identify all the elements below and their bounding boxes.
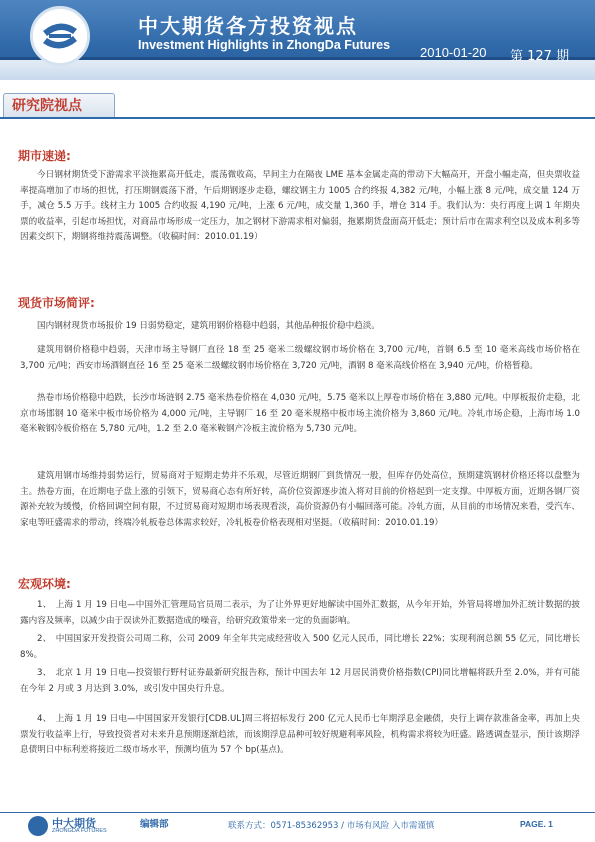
section-title-spot: 现货市场简评: [18, 296, 95, 310]
futures-paragraph: 今日钢材期货受下游需求平淡拖累高开低走，震荡微收高，早间主力在隔夜 LME 基本金属走高的带动下大幅高开，开盘小幅走高，但央票收益率提高增加了市场的担忧，打压期钢震荡下滑，午后期钢逐步走稳，螺纹钢主力 1005 合约终报 4,382 元/吨，小幅上涨 8 元/吨，成交量 124 万手，减仓 5.5 万手。线材主力 1005 合约收报 4,190 元/吨，上涨 6 元/吨，成交量 1,360 手，增仓 314 手。我们认为：央行再度上调 1 年期央票的收益率，引起市场担忧，对商品市场形成一定压力，加之钢材下游需求相对偏弱，拖累期货盘面高开低走；预计后市在需求利空以及成本利多等因素交织下，期钢将维持震荡调整。（收稿时间：2010.01.19） [20, 170, 580, 243]
section-tab: 研究院视点 [3, 93, 115, 118]
header-title-en: Investment Highlights in ZhongDa Futures [138, 38, 391, 52]
macro-paragraph-1: 1、 上海 1 月 19 日电—中国外汇管理局官员周二表示，为了让外界更好地解读中国外汇数据，从今年开始，外管局将增加外汇统计数据的披露内容及频率，以减少由于误读外汇数据造成的噪音，给研究政策带来一定的负面影响。 [20, 600, 580, 626]
macro-paragraph-3: 3、 北京 1 月 19 日电—投资银行野村证券最新研究报告称，预计中国去年 12 月居民消费价格指数(CPI)同比增幅将跃升至 2.0%，并有可能在今年 2 月或 3 月达到 3.0%，或引发中国央行升息。 [20, 668, 580, 694]
header-band [0, 60, 595, 80]
zhongda-logo-icon [30, 6, 90, 66]
header-date: 2010-01-20 [420, 45, 487, 60]
footer-logo [28, 814, 128, 838]
zhongda-logo-icon [28, 816, 48, 836]
header-issue: 第 127 期 [510, 49, 570, 64]
spot-paragraph-3: 热卷市场价格稳中趋跌，长沙市场涟钢 2.75 毫米热卷价格在 4,030 元/吨，5.75 毫米以上厚卷市场价格在 3,880 元/吨。中厚板报价走稳，北京市场邯钢 10 毫米中板市场价格为 4,000 元/吨，主导钢厂 16 至 20 毫米规格中板市场主流价格为 3,860 元/吨。冷轧市场企稳，上海市场 1.0 毫米鞍钢冷板价格在 5,780 元/吨，1.2 至 2.0 毫米鞍钢产冷板主流价格为 5,730 元/吨。 [20, 393, 580, 435]
spot-paragraph-4: 建筑用钢市场维持弱势运行，贸易商对于短期走势并不乐观，尽管近期钢厂到货情况一般，但库存仍处高位，预期建筑钢材价格还将以盘整为主。热卷方面，在近期电子盘上涨的引领下，贸易商心态有所好转，高价位资源逐步流入将对目前的价格起到一定支撑。中厚板方面，近期各钢厂资源补充较为缓慢，价格回调空间有限，不过贸易商对短期市场表现看淡，高价资源仍有小幅回落可能。冷轧方面，从目前的市场情况来看，受汽车、家电等旺盛需求的带动，终端冷轧板卷总体需求较好，冷轧板卷价格表现相对坚挺。（收稿时间：2010.01.19） [20, 471, 580, 528]
section-title-macro: 宏观环境: [18, 577, 71, 591]
spot-paragraph-1: 国内钢材现货市场报价 19 日弱势稳定，建筑用钢价格稳中趋弱，其他品种报价稳中趋淡。 [37, 321, 380, 331]
macro-paragraph-2: 2、 中国国家开发投资公司周二称，公司 2009 年全年共完成经营收入 500 亿元人民币，同比增长 22%；实现利润总额 55 亿元，同比增长 8%。 [20, 634, 580, 660]
footer-contact: 联系方式：0571-85362953 / 市场有风险 入市需谨慎 [228, 821, 435, 831]
header-banner [0, 0, 595, 80]
footer-logo-sub: ZHONGDA FUTURES [52, 828, 107, 834]
footer-dept: 编辑部 [140, 819, 169, 830]
tab-divider [0, 117, 595, 119]
header-title-cn: 中大期货各方投资视点 [138, 14, 358, 38]
macro-paragraph-4: 4、 上海 1 月 19 日电—中国国家开发银行[CDB.UL]周三将招标发行 200 亿元人民币七年期浮息金融债，央行上调存款准备金率，再加上央票发行收益率上行，导致投资者对未来升息预期逐渐趋浓，而该期浮息品种可较好规避利率风险，机构需求将较为旺盛。路透调查显示，预计该期浮息债明日中标利差将接近二级市场水平，预测均值为 57 个 bp(基点)。 [20, 714, 580, 756]
section-title-futures: 期市速递: [18, 149, 71, 163]
footer-divider [0, 812, 595, 813]
spot-paragraph-2: 建筑用钢价格稳中趋弱，天津市场主导钢厂直径 18 至 25 毫米二级螺纹钢市场价格在 3,700 元/吨，首钢 6.5 至 10 毫米高线市场价格在 3,700 元/吨；西安市场酒钢直径 16 至 25 毫米二级螺纹钢市场价格在 3,720 元/吨，酒钢 8 毫米高线价格在 3,940 元/吨，价格暂稳。 [20, 345, 580, 371]
footer-logo-text: 中大期货 [52, 817, 96, 830]
page-number: PAGE. 1 [520, 819, 553, 829]
